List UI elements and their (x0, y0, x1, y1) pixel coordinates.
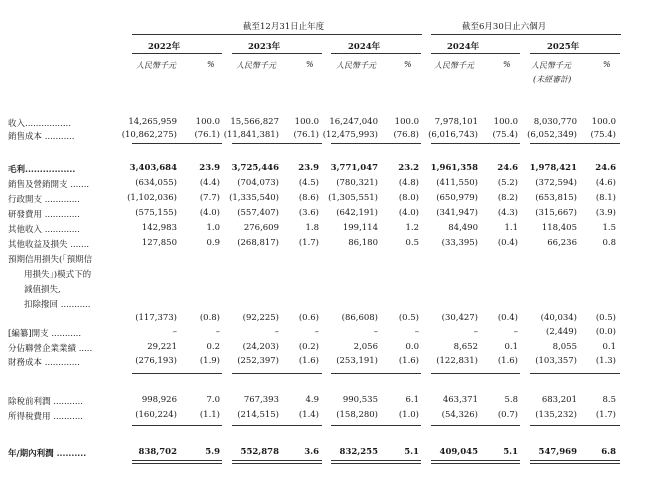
table-cell: 409,045 (439, 447, 478, 457)
table-cell: 5.9 (205, 447, 220, 457)
amount-unit-label-4: 人民幣千元 (531, 61, 571, 70)
table-cell: – (473, 327, 478, 337)
table-cell: 4.9 (305, 395, 319, 405)
table-cell: 767,393 (243, 395, 279, 405)
total-double-rule-4 (530, 460, 620, 464)
table-cell: (8.0) (398, 193, 419, 203)
row-label: 毛利................. (8, 165, 76, 175)
table-cell: 1.0 (206, 223, 220, 233)
percent-unit-label-0: % (207, 60, 215, 69)
table-cell: (0.6) (298, 313, 319, 323)
table-cell: – (274, 327, 279, 337)
table-cell: (3.9) (595, 208, 616, 218)
table-cell: 5.1 (503, 447, 518, 457)
table-cell: 463,371 (442, 395, 478, 405)
table-cell: 5.8 (504, 395, 518, 405)
percent-unit-label-2: % (404, 60, 412, 69)
table-cell: (1.6) (398, 356, 419, 366)
profit-rule-4 (530, 425, 620, 426)
table-cell: (12,475,993) (322, 130, 378, 140)
table-cell: (11,841,381) (223, 130, 279, 140)
table-cell: 683,201 (541, 395, 577, 405)
table-cell: (86,608) (341, 313, 378, 323)
table-cell: 2,056 (353, 342, 378, 352)
total-double-rule-0 (132, 460, 222, 464)
table-cell: (24,203) (242, 342, 279, 352)
table-cell: 100.0 (394, 117, 419, 127)
year-header-rule-0 (132, 53, 222, 54)
table-cell: 0.5 (405, 238, 419, 248)
table-cell: (372,594) (535, 178, 577, 188)
table-cell: 832,255 (339, 447, 378, 457)
pretax-rule-4 (530, 373, 620, 374)
profit-rule-0 (132, 425, 222, 426)
table-cell: 23.9 (298, 163, 319, 173)
unaudited-label: (未經審計) (533, 75, 572, 84)
table-cell: (8.6) (298, 193, 319, 203)
table-cell: (0.5) (595, 313, 616, 323)
row-label-line: 減值損失, (24, 285, 61, 295)
profit-rule-1 (232, 425, 322, 426)
table-cell: 7,978,101 (434, 117, 478, 127)
row-label: 研發費用 ............. (8, 210, 80, 220)
table-cell: 3,725,446 (231, 163, 279, 173)
table-cell: – (172, 327, 177, 337)
table-cell: 24.6 (497, 163, 518, 173)
table-cell: (1.0) (398, 410, 419, 420)
table-cell: (214,515) (237, 410, 279, 420)
table-cell: 6.1 (405, 395, 419, 405)
table-cell: 84,490 (448, 223, 478, 233)
amount-unit-label-1: 人民幣千元 (236, 61, 276, 70)
table-cell: (0.7) (497, 410, 518, 420)
table-cell: (276,193) (135, 356, 177, 366)
table-cell: (4.5) (298, 178, 319, 188)
table-cell: (1,305,551) (328, 193, 378, 203)
header-group-h1-rule (431, 34, 621, 35)
percent-unit-label-3: % (503, 60, 511, 69)
table-cell: 3.6 (304, 447, 319, 457)
amount-unit-label-0: 人民幣千元 (136, 61, 176, 70)
pretax-rule-0 (132, 373, 222, 374)
table-cell: (30,427) (441, 313, 478, 323)
table-cell: (4.3) (497, 208, 518, 218)
row-label: 分佔聯營企業業績 ..... (8, 344, 93, 354)
row-label: 行政開支 ............. (8, 195, 80, 205)
table-cell: (4.0) (199, 208, 220, 218)
table-cell: (8.1) (595, 193, 616, 203)
table-cell: 199,114 (342, 223, 378, 233)
percent-unit-label-1: % (306, 60, 314, 69)
row-label: 年/期內利潤 .......... (8, 449, 87, 459)
table-cell: (252,397) (237, 356, 279, 366)
header-group-six-months: 截至6月30日止六個月 (462, 22, 547, 32)
table-cell: (575,155) (135, 208, 177, 218)
table-cell: (33,395) (441, 238, 478, 248)
table-cell: 0.1 (602, 342, 616, 352)
table-cell: 990,535 (342, 395, 378, 405)
table-cell: 100.0 (195, 117, 220, 127)
table-cell: 118,405 (541, 223, 577, 233)
table-cell: 1,978,421 (529, 163, 577, 173)
total-double-rule-1 (232, 460, 322, 464)
table-cell: (4.8) (398, 178, 419, 188)
table-cell: (2,449) (546, 327, 577, 337)
year-header-rule-2 (331, 53, 421, 54)
row-label: 銷售成本 ........... (8, 132, 75, 142)
table-cell: (160,224) (135, 410, 177, 420)
total-double-rule-3 (431, 460, 520, 464)
table-cell: (341,947) (436, 208, 478, 218)
table-cell: 1.5 (602, 223, 616, 233)
table-cell: 998,926 (141, 395, 177, 405)
table-cell: (253,191) (336, 356, 378, 366)
table-cell: – (513, 327, 518, 337)
table-cell: 23.9 (199, 163, 220, 173)
pretax-rule-2 (331, 373, 421, 374)
header-group-fy-rule (132, 34, 422, 35)
table-cell: (4.4) (199, 178, 220, 188)
table-cell: 142,983 (141, 223, 177, 233)
table-cell: (315,667) (535, 208, 577, 218)
table-cell: – (414, 327, 419, 337)
table-cell: (54,326) (441, 410, 478, 420)
year-header-2: 2024年 (348, 42, 381, 52)
year-header-rule-1 (232, 53, 322, 54)
table-cell: 547,969 (538, 447, 577, 457)
table-cell: (76.1) (293, 130, 319, 140)
table-cell: 5.1 (404, 447, 419, 457)
amount-unit-label-3: 人民幣千元 (434, 61, 474, 70)
row-label: 銷售及營銷開支 ....... (8, 180, 90, 190)
table-cell: (76.1) (194, 130, 220, 140)
table-cell: (1.7) (595, 410, 616, 420)
table-cell: (7.7) (199, 193, 220, 203)
table-cell: – (215, 327, 220, 337)
table-cell: (10,862,275) (121, 130, 177, 140)
header-group-fiscal-year: 截至12月31日止年度 (243, 22, 325, 32)
table-cell: – (373, 327, 378, 337)
table-cell: (1.6) (298, 356, 319, 366)
table-cell: (0.5) (398, 313, 419, 323)
year-header-rule-4 (530, 53, 620, 54)
table-cell: (3.6) (298, 208, 319, 218)
year-header-rule-3 (431, 53, 520, 54)
table-cell: (0.0) (595, 327, 616, 337)
profit-rule-2 (331, 425, 421, 426)
table-cell: 100.0 (493, 117, 518, 127)
table-cell: (6,052,349) (527, 130, 577, 140)
table-cell: (158,280) (336, 410, 378, 420)
table-cell: (653,815) (535, 193, 577, 203)
table-cell: 1.2 (405, 223, 419, 233)
amount-unit-label-2: 人民幣千元 (336, 61, 376, 70)
table-cell: 0.9 (206, 238, 220, 248)
table-cell: 0.2 (206, 342, 220, 352)
table-cell: (1.9) (199, 356, 220, 366)
year-header-1: 2023年 (248, 42, 281, 52)
table-cell: (4.0) (398, 208, 419, 218)
table-cell: 1.1 (504, 223, 518, 233)
table-cell: (0.4) (497, 238, 518, 248)
table-cell: (75.4) (492, 130, 518, 140)
table-cell: 3,403,684 (129, 163, 177, 173)
table-cell: (1.4) (298, 410, 319, 420)
table-cell: (103,357) (535, 356, 577, 366)
table-cell: (122,831) (436, 356, 478, 366)
cost-rule-1 (232, 143, 322, 144)
table-cell: 0.1 (504, 342, 518, 352)
row-label: 其他收益及損失 ....... (8, 240, 90, 250)
table-cell: 24.6 (595, 163, 616, 173)
cost-rule-3 (431, 143, 520, 144)
year-header-4: 2025年 (547, 42, 580, 52)
table-cell: (76.8) (393, 130, 419, 140)
table-cell: (1.3) (595, 356, 616, 366)
table-cell: 6.8 (601, 447, 616, 457)
table-cell: 14,265,959 (128, 117, 177, 127)
table-cell: (704,073) (237, 178, 279, 188)
row-label-line: 扣除撥回 ........... (24, 300, 91, 310)
table-cell: (6,016,743) (428, 130, 478, 140)
row-label: 其他收入 ............. (8, 225, 80, 235)
table-cell: (0.8) (199, 313, 220, 323)
table-cell: (1,102,036) (127, 193, 177, 203)
table-cell: (1,335,540) (229, 193, 279, 203)
table-cell: (268,817) (237, 238, 279, 248)
row-label: 收入................. (8, 119, 71, 129)
table-cell: (0.2) (298, 342, 319, 352)
table-cell: 100.0 (294, 117, 319, 127)
table-cell: 276,609 (243, 223, 279, 233)
table-cell: (117,373) (135, 313, 177, 323)
row-label: [編纂]開支 ........... (8, 329, 82, 339)
row-label: 除稅前利潤 ........... (8, 397, 83, 407)
row-label-line: 預期信用損失(「預期信 (8, 255, 93, 265)
table-cell: (0.4) (497, 313, 518, 323)
table-cell: 23.2 (398, 163, 419, 173)
table-cell: (1.6) (497, 356, 518, 366)
profit-rule-3 (431, 425, 520, 426)
table-cell: (634,055) (135, 178, 177, 188)
table-cell: 8.5 (602, 395, 616, 405)
table-cell: 16,247,040 (329, 117, 378, 127)
table-cell: (642,191) (336, 208, 378, 218)
table-cell: (92,225) (242, 313, 279, 323)
table-cell: – (314, 327, 319, 337)
table-cell: (1.1) (199, 410, 220, 420)
table-cell: 127,850 (141, 238, 177, 248)
table-cell: 86,180 (348, 238, 378, 248)
year-header-3: 2024年 (447, 42, 480, 52)
total-double-rule-2 (331, 460, 421, 464)
pretax-rule-1 (232, 373, 322, 374)
table-cell: (40,034) (540, 313, 577, 323)
table-cell: (650,979) (436, 193, 478, 203)
table-cell: 100.0 (591, 117, 616, 127)
table-cell: (5.2) (497, 178, 518, 188)
cost-rule-0 (132, 143, 222, 144)
table-cell: 1,961,358 (430, 163, 478, 173)
table-cell: 552,878 (240, 447, 279, 457)
table-cell: 8,652 (453, 342, 478, 352)
pretax-rule-3 (431, 373, 520, 374)
year-header-0: 2022年 (148, 42, 181, 52)
table-cell: (75.4) (590, 130, 616, 140)
table-cell: (8.2) (497, 193, 518, 203)
table-cell: (135,232) (535, 410, 577, 420)
percent-unit-label-4: % (603, 60, 611, 69)
cost-rule-2 (331, 143, 421, 144)
table-cell: 8,055 (552, 342, 577, 352)
table-cell: 1.8 (305, 223, 319, 233)
table-cell: 66,236 (547, 238, 577, 248)
table-cell: 7.0 (206, 395, 220, 405)
table-cell: 3,771,047 (330, 163, 378, 173)
row-label: 財務成本 ............. (8, 358, 80, 368)
table-cell: (411,550) (436, 178, 478, 188)
table-cell: (557,407) (237, 208, 279, 218)
row-label: 所得稅費用 ........... (8, 412, 83, 422)
table-cell: 15,566,827 (230, 117, 279, 127)
table-cell: (4.6) (595, 178, 616, 188)
table-cell: (1.7) (298, 238, 319, 248)
table-cell: 838,702 (138, 447, 177, 457)
table-cell: 8,030,770 (533, 117, 577, 127)
row-label-line: 用損失」)模式下的 (24, 270, 92, 280)
cost-rule-4 (530, 143, 620, 144)
table-cell: (780,321) (336, 178, 378, 188)
table-cell: 0.0 (405, 342, 419, 352)
table-cell: 0.8 (602, 238, 616, 248)
table-cell: 29,221 (147, 342, 177, 352)
